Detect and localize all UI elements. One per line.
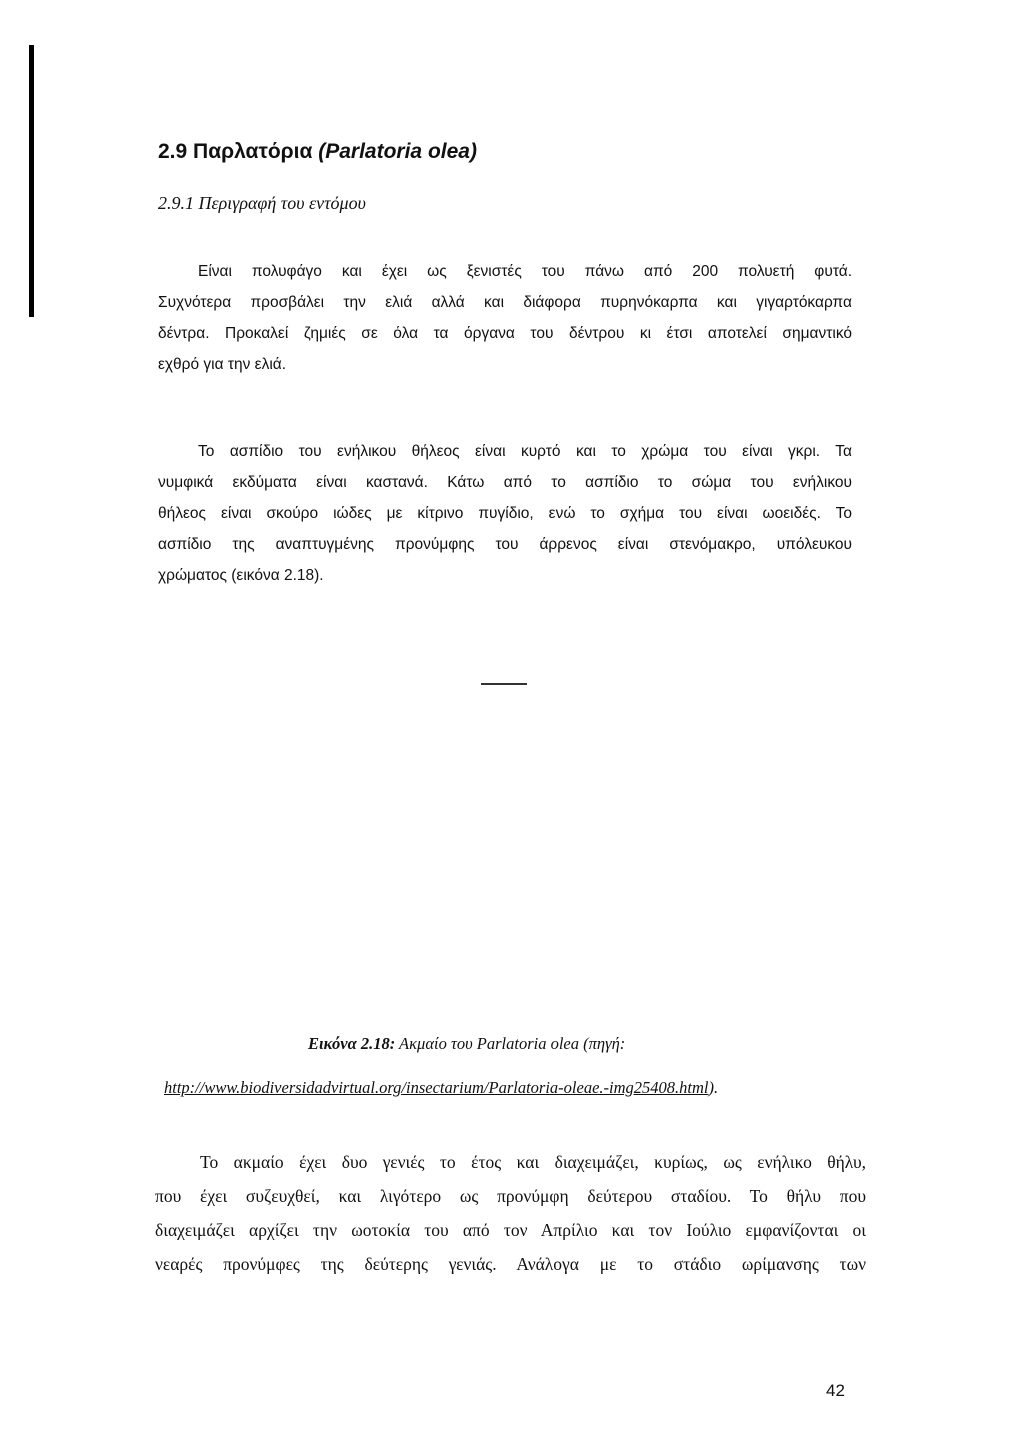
scan-edge-bar — [29, 45, 34, 317]
source-link-suffix: ). — [708, 1078, 719, 1097]
figure-caption-text: Ακμαίο του Parlatoria olea (πηγή: — [395, 1034, 626, 1053]
paragraph-line: χρώματος (εικόνα 2.18). — [158, 567, 324, 584]
subsection-number: 2.9.1 — [158, 193, 194, 213]
paragraph-line: Το ακμαίο έχει δυο γενιές το έτος και διαχειμάζει, κυρίως, ως ενήλικο θήλυ, — [200, 1152, 866, 1172]
paragraph-line: Είναι πολυφάγο και έχει ως ξενιστές του πάνω από 200 πολυετή φυτά. — [198, 263, 852, 280]
paragraph-line: εχθρό για την ελιά. — [158, 356, 287, 373]
paragraph-line: νεαρές προνύμφες της δεύτερης γενιάς. Ανάλογα με το στάδιο ωρίμανσης των — [155, 1254, 866, 1274]
paragraph-lifecycle — [155, 1145, 866, 1281]
subsection-heading — [158, 193, 366, 214]
paragraph-line: δέντρα. Προκαλεί ζημιές σε όλα τα όργανα του δέντρου κι έτσι αποτελεί σημαντικό — [158, 325, 852, 342]
paragraph-line: ασπίδιο της αναπτυγμένης προνύμφης του άρρενος είναι στενόμακρο, υπόλευκου — [158, 536, 852, 553]
paragraph-line: θήλεος είναι σκούρο ιώδες με κίτρινο πυγίδιο, ενώ το σχήμα του είναι ωοειδές. Το — [158, 505, 852, 522]
paragraph-line: που έχει συζευχθεί, και λιγότερο ως προνύμφη δεύτερου σταδίου. Το θήλυ που — [155, 1186, 866, 1206]
figure-caption — [308, 1034, 625, 1054]
figure-caption-source — [164, 1078, 718, 1098]
section-number: 2.9 — [158, 140, 188, 163]
page-number: 42 — [826, 1381, 845, 1400]
paragraph-line: Συχνότερα προσβάλει την ελιά αλλά και διάφορα πυρηνόκαρπα και γιγαρτόκαρπα — [158, 294, 852, 311]
paragraph-line: διαχειμάζει αρχίζει την ωοτοκία του από τον Απρίλιο και τον Ιούλιο εμφανίζονται οι — [155, 1220, 866, 1240]
paragraph-description — [158, 256, 852, 380]
paragraph-line: νυμφικά εκδύματα είναι καστανά. Κάτω από το ασπίδιο το σώμα του ενήλικου — [158, 474, 852, 491]
subsection-title: Περιγραφή του εντόμου — [198, 193, 366, 213]
section-heading — [158, 140, 477, 164]
figure-caption-label: Εικόνα 2.18: — [308, 1034, 396, 1053]
section-title-greek: Παρλατόρια — [193, 140, 313, 163]
paragraph-line: Το ασπίδιο του ενήλικου θήλεος είναι κυρτό και το χρώμα του είναι γκρι. Τα — [198, 443, 852, 460]
paragraph-shield — [158, 436, 852, 591]
source-link[interactable]: http://www.biodiversidadvirtual.org/insectarium/Parlatoria-oleae.-img25408.html — [164, 1078, 709, 1097]
section-title-latin: (Parlatoria olea) — [318, 140, 477, 163]
figure-placeholder-mark — [481, 683, 527, 685]
